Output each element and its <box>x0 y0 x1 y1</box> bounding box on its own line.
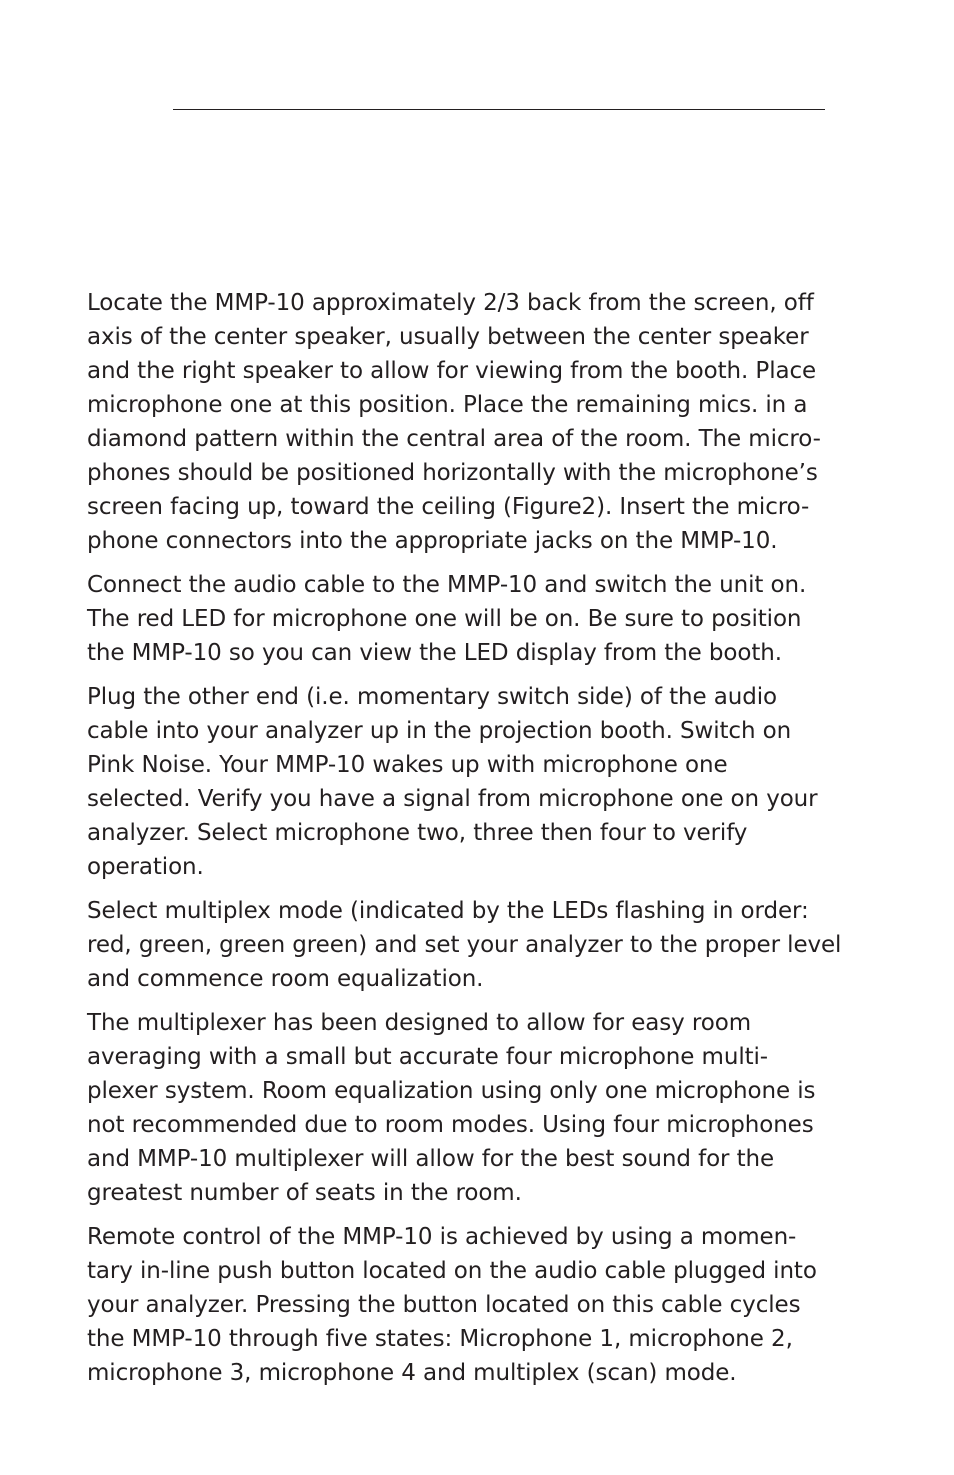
paragraph-placement <box>87 286 867 558</box>
text-line: and commence room equalization. <box>87 966 484 992</box>
text-line: phone connectors into the appropriate jacks on the MMP-10. <box>87 528 778 554</box>
paragraph-multiplex-mode <box>87 894 867 996</box>
text-line: the MMP-10 so you can view the LED display from the booth. <box>87 640 782 666</box>
paragraph-multiplexer-design <box>87 1006 867 1210</box>
paragraph-plug <box>87 680 867 884</box>
text-line: The multiplexer has been designed to allow for easy room <box>87 1010 751 1036</box>
header-rule <box>173 109 825 110</box>
text-line: Connect the audio cable to the MMP-10 and switch the unit on. <box>87 572 807 598</box>
text-line: microphone 3, microphone 4 and multiplex (scan) mode. <box>87 1360 737 1386</box>
text-line: averaging with a small but accurate four microphone multi- <box>87 1044 769 1070</box>
text-line: screen facing up, toward the ceiling (Figure2). Insert the micro- <box>87 494 810 520</box>
text-line: Pink Noise. Your MMP-10 wakes up with microphone one <box>87 752 728 778</box>
text-line: axis of the center speaker, usually between the center speaker <box>87 324 809 350</box>
text-line: plexer system. Room equalization using only one microphone is <box>87 1078 816 1104</box>
text-line: the MMP-10 through five states: Microphone 1, microphone 2, <box>87 1326 793 1352</box>
text-line: cable into your analyzer up in the projection booth. Switch on <box>87 718 792 744</box>
text-line: phones should be positioned horizontally with the microphone’s <box>87 460 818 486</box>
text-line: greatest number of seats in the room. <box>87 1180 522 1206</box>
text-line: Select multiplex mode (indicated by the LEDs flashing in order: <box>87 898 809 924</box>
text-line: diamond pattern within the central area of the room. The micro- <box>87 426 821 452</box>
text-line: red, green, green green) and set your analyzer to the proper level <box>87 932 842 958</box>
text-line: and MMP-10 multiplexer will allow for the best sound for the <box>87 1146 775 1172</box>
body-text <box>87 286 867 1400</box>
paragraph-remote-control <box>87 1220 867 1390</box>
text-line: Locate the MMP-10 approximately 2/3 back from the screen, off <box>87 290 814 316</box>
text-line: your analyzer. Pressing the button located on this cable cycles <box>87 1292 801 1318</box>
text-line: The red LED for microphone one will be on. Be sure to position <box>87 606 802 632</box>
text-line: selected. Verify you have a signal from microphone one on your <box>87 786 818 812</box>
text-line: Remote control of the MMP-10 is achieved by using a momen- <box>87 1224 797 1250</box>
text-line: tary in-line push button located on the audio cable plugged into <box>87 1258 817 1284</box>
text-line: analyzer. Select microphone two, three then four to verify <box>87 820 748 846</box>
text-line: and the right speaker to allow for viewing from the booth. Place <box>87 358 817 384</box>
text-line: not recommended due to room modes. Using four microphones <box>87 1112 814 1138</box>
text-line: microphone one at this position. Place the remaining mics. in a <box>87 392 808 418</box>
text-line: operation. <box>87 854 204 880</box>
text-line: Plug the other end (i.e. momentary switch side) of the audio <box>87 684 777 710</box>
paragraph-connect <box>87 568 867 670</box>
